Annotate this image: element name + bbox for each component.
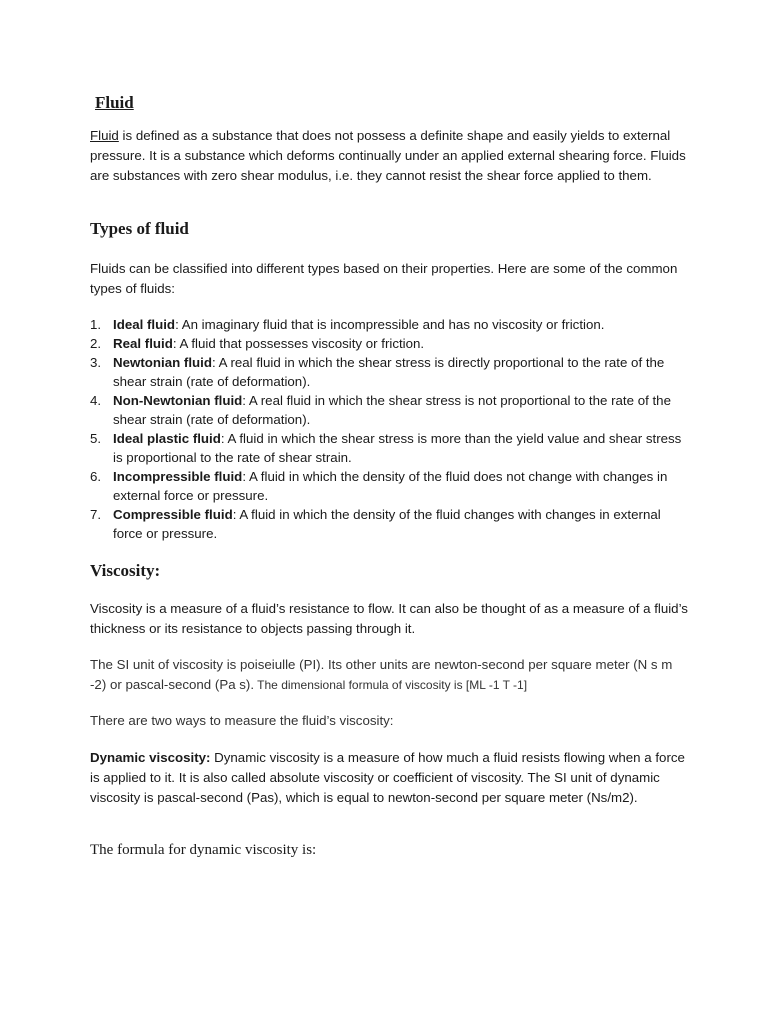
list-number: 3. [90, 355, 102, 370]
intro-text: is defined as a substance that does not possess a definite shape and easily yields to external pressure. It is a substance which deforms continually under an applied external shearing force. Fluids are substances with zero shear modulus, i.e. they cannot resist the shear force applied to them. [90, 128, 686, 183]
si-unit-text: The SI unit of viscosity is poiseiulle (PI). Its other units are newton-second per square meter (N s m -2) or pascal-second (Pa s). [90, 657, 673, 692]
formula-intro: The formula for dynamic viscosity is: [90, 842, 317, 858]
dynamic-viscosity-paragraph [90, 748, 690, 808]
types-list [90, 315, 690, 543]
intro-term: Fluid [90, 128, 119, 143]
list-number: 1. [90, 317, 102, 332]
types-intro: Fluids can be classified into different types based on their properties. Here are some of the common types of fluids: [90, 261, 678, 296]
list-desc: : A fluid in which the shear stress is more than the yield value and shear stress is proportional to the rate of shear strain. [113, 431, 682, 465]
types-heading: Types of fluid [90, 219, 189, 238]
list-term: Compressible fluid [113, 507, 233, 522]
list-item [90, 315, 690, 334]
list-desc: : A fluid in which the density of the fluid changes with changes in external force or pressure. [113, 507, 661, 541]
list-number: 7. [90, 507, 102, 522]
list-term: Non-Newtonian fluid [113, 393, 243, 408]
list-term: Newtonian fluid [113, 355, 212, 370]
list-item [90, 391, 690, 429]
list-number: 2. [90, 336, 102, 351]
viscosity-heading: Viscosity: [90, 561, 161, 580]
list-term: Ideal plastic fluid [113, 431, 221, 446]
viscosity-definition: Viscosity is a measure of a fluid’s resistance to flow. It can also be thought of as a measure of a fluid’s thickness or its resistance to objects passing through it. [90, 601, 688, 636]
two-ways-text: There are two ways to measure the fluid’s viscosity: [90, 713, 394, 728]
list-item [90, 334, 690, 353]
list-item [90, 505, 690, 543]
si-unit-paragraph [90, 655, 690, 695]
list-desc: : An imaginary fluid that is incompressible and has no viscosity or friction. [175, 317, 605, 332]
list-term: Real fluid [113, 336, 173, 351]
dynamic-term: Dynamic viscosity: [90, 750, 211, 765]
list-term: Ideal fluid [113, 317, 176, 332]
intro-paragraph [90, 126, 690, 186]
list-desc: : A real fluid in which the shear stress is not proportional to the rate of the shear strain (rate of deformation). [113, 393, 671, 427]
list-desc: : A real fluid in which the shear stress is directly proportional to the rate of the shear strain (rate of deformation). [113, 355, 665, 389]
dimensional-formula-text: The dimensional formula of viscosity is [ML -1 T -1] [254, 678, 528, 692]
list-item [90, 429, 690, 467]
page-title: Fluid [95, 93, 134, 112]
list-item [90, 467, 690, 505]
list-number: 5. [90, 431, 102, 446]
list-desc: : A fluid in which the density of the fluid does not change with changes in external force or pressure. [113, 469, 668, 503]
dynamic-text: Dynamic viscosity is a measure of how much a fluid resists flowing when a force is applied to it. It is also called absolute viscosity or coefficient of viscosity. The SI unit of dynamic viscosity is pascal-second (Pas), which is equal to newton-second per square meter (Ns/m2). [90, 750, 685, 805]
list-number: 6. [90, 469, 102, 484]
list-item [90, 353, 690, 391]
list-term: Incompressible fluid [113, 469, 243, 484]
list-desc: : A fluid that possesses viscosity or friction. [172, 336, 425, 351]
list-number: 4. [90, 393, 102, 408]
